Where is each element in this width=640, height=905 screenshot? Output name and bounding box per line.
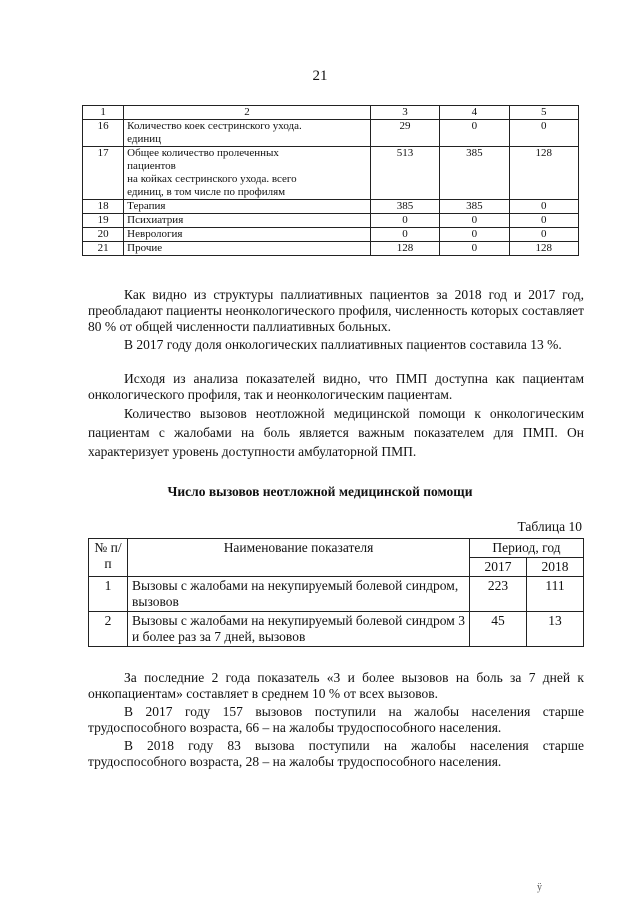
- row-number: 20: [83, 228, 124, 242]
- table-header-cell: 1: [83, 106, 124, 120]
- row-name: Вызовы с жалобами на некупируемый болевой синдром 3 и более раз за 7 дней, вызовов: [128, 612, 470, 647]
- row-value: 0: [440, 242, 509, 256]
- row-value: 111: [527, 577, 584, 612]
- table-row: [83, 120, 579, 147]
- row-name-line: Прочие: [127, 242, 163, 254]
- table-row: [83, 228, 579, 242]
- row-value: 0: [440, 228, 509, 242]
- row-value: 0: [509, 214, 578, 228]
- row-name-line: Психиатрия: [127, 214, 184, 226]
- row-name: [124, 147, 371, 200]
- table-label: Таблица 10: [517, 519, 582, 534]
- row-value: 0: [440, 214, 509, 228]
- row-number: 17: [83, 147, 124, 200]
- header-name: Наименование показателя: [128, 539, 470, 577]
- row-value: 385: [440, 200, 509, 214]
- row-value: 223: [470, 577, 527, 612]
- table-header-cell: 5: [509, 106, 578, 120]
- table-row: [89, 612, 584, 647]
- row-value: 45: [470, 612, 527, 647]
- row-name-line: пациентов: [127, 160, 176, 172]
- row-name: [124, 228, 371, 242]
- row-value: 0: [370, 214, 439, 228]
- row-name: Вызовы с жалобами на некупируемый болевой синдром, вызовов: [128, 577, 470, 612]
- header-period: Период, год: [470, 539, 584, 558]
- row-number: 18: [83, 200, 124, 214]
- table-header-cell: 3: [370, 106, 439, 120]
- row-value: 0: [370, 228, 439, 242]
- section-title: Число вызовов неотложной медицинской помощи: [167, 484, 473, 499]
- row-number: 21: [83, 242, 124, 256]
- row-name: [124, 120, 371, 147]
- row-value: 128: [509, 147, 578, 200]
- row-value: 128: [370, 242, 439, 256]
- row-value: 29: [370, 120, 439, 147]
- row-name-line: единиц, в том числе по профилям: [127, 186, 286, 198]
- table-header-cell: 4: [440, 106, 509, 120]
- table-header-row: [89, 539, 584, 558]
- row-value: 128: [509, 242, 578, 256]
- row-number: 16: [83, 120, 124, 147]
- row-name-line: Неврология: [127, 228, 183, 240]
- row-value: 0: [509, 120, 578, 147]
- table-row: [83, 214, 579, 228]
- header-year: 2018: [527, 558, 584, 577]
- header-num: № п/п: [89, 539, 128, 577]
- row-value: 13: [527, 612, 584, 647]
- row-number: 19: [83, 214, 124, 228]
- row-value: 385: [370, 200, 439, 214]
- table-row: [83, 200, 579, 214]
- row-name-line: Терапия: [127, 200, 166, 212]
- row-value: 513: [370, 147, 439, 200]
- paragraph: В 2018 году 83 вызова поступили на жалобы населения старше трудоспособного возраста, 28 – на жалобы трудоспособного населения.: [88, 738, 584, 769]
- row-value: 385: [440, 147, 509, 200]
- table-header-row: [83, 106, 579, 120]
- paragraph: Исходя из анализа показателей видно, что ПМП доступна как пациентам онкологического профиля, так и неонкологическим пациентам.: [88, 371, 584, 402]
- paragraph: В 2017 году 157 вызовов поступили на жалобы населения старше трудоспособного возраста, 66 – на жалобы трудоспособного населения.: [88, 704, 584, 735]
- row-value: 0: [509, 200, 578, 214]
- table-row: [83, 147, 579, 200]
- table-pmp-beds: [82, 105, 579, 256]
- paragraph: За последние 2 года показатель «3 и более вызовов на боль за 7 дней к онкопациентам» составляет в среднем 10 % от всех вызовов.: [88, 670, 584, 701]
- row-name: [124, 214, 371, 228]
- row-name-line: единиц: [127, 133, 162, 145]
- table-header-cell: 2: [124, 106, 371, 120]
- paragraph: В 2017 году доля онкологических паллиативных пациентов составила 13 %.: [124, 337, 562, 352]
- scan-mark: ÿ: [537, 882, 542, 893]
- row-value: 0: [440, 120, 509, 147]
- row-name-line: Общее количество пролеченных: [127, 147, 279, 159]
- row-number: 1: [89, 577, 128, 612]
- row-name-line: на койках сестринского ухода. всего: [127, 173, 297, 185]
- paragraph: Количество вызовов неотложной медицинской помощи к онкологическим пациентам с жалобами на боль является важным показателем для ПМП. Он характеризует уровень доступности амбулаторной ПМП.: [88, 406, 584, 459]
- table-row: [83, 242, 579, 256]
- row-name-line: Количество коек сестринского ухода.: [127, 120, 302, 132]
- page-number: 21: [312, 68, 328, 84]
- row-name: [124, 242, 371, 256]
- header-year: 2017: [470, 558, 527, 577]
- table-row: [89, 577, 584, 612]
- paragraph: Как видно из структуры паллиативных пациентов за 2018 год и 2017 год, преобладают пациенты неонкологического профиля, численность которых составляет 80 % от общей численности паллиативных больных.: [88, 287, 584, 334]
- row-value: 0: [509, 228, 578, 242]
- row-number: 2: [89, 612, 128, 647]
- row-name: [124, 200, 371, 214]
- table-emergency-calls: [88, 538, 584, 647]
